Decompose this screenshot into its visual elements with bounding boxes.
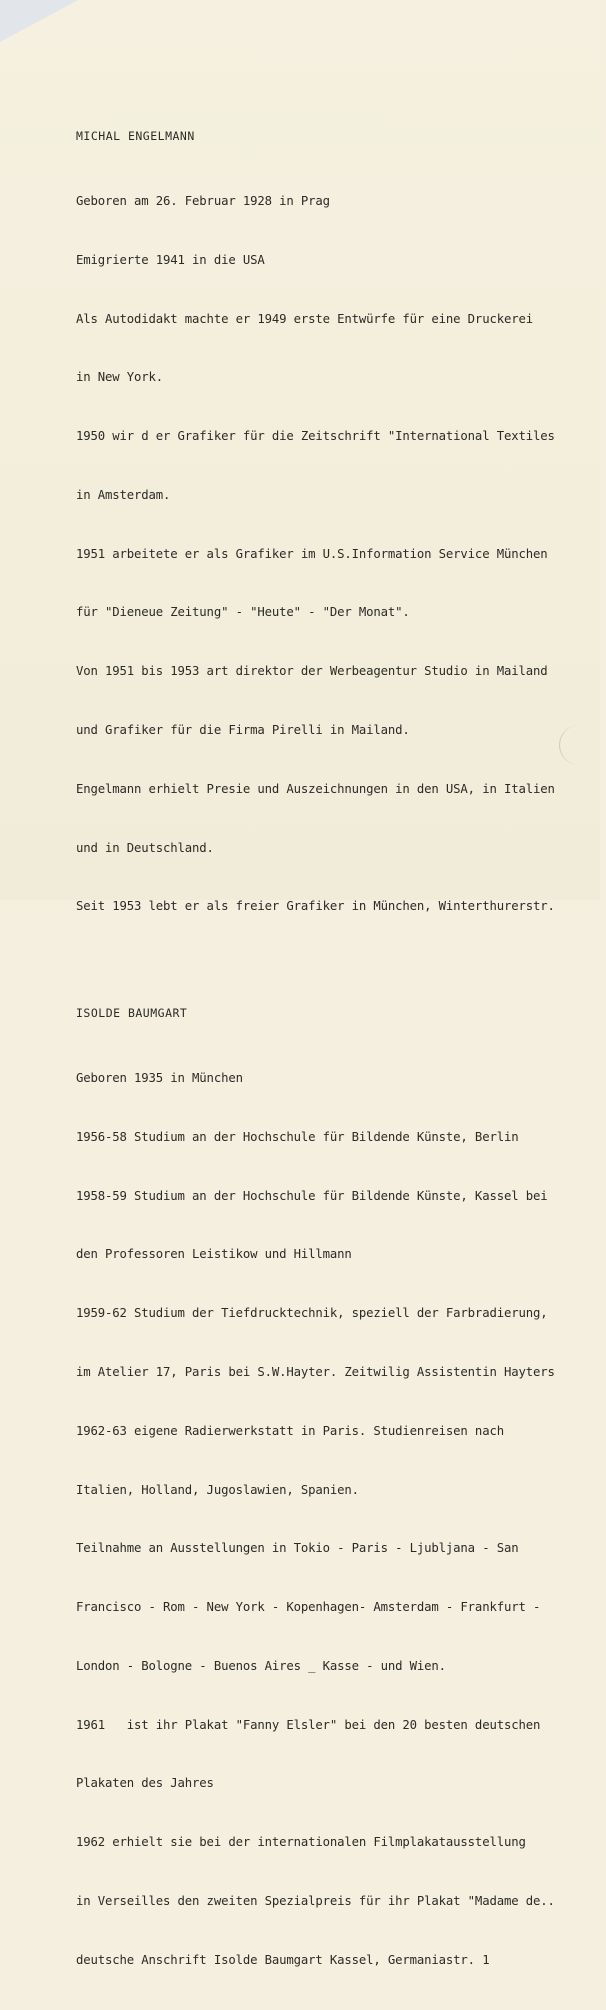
text-line: in Verseilles den zweiten Spezialpreis für ihr Plakat "Madame de.. bbox=[76, 1894, 555, 1909]
text-line: Francisco - Rom - New York - Kopenhagen- Amsterdam - Frankfurt - bbox=[76, 1600, 541, 1615]
text-line: Geboren 1935 in München bbox=[76, 1071, 243, 1086]
text-line: 1951 arbeitete er als Grafiker im U.S.Information Service München bbox=[76, 546, 548, 561]
typed-text bbox=[76, 88, 606, 2010]
text-line: und in Deutschland. bbox=[76, 840, 214, 855]
text-line: deutsche Anschrift Isolde Baumgart Kassel, Germaniastr. 1 bbox=[76, 1952, 490, 1967]
text-line: im Atelier 17, Paris bei S.W.Hayter. Zeitwilig Assistentin Hayters bbox=[76, 1365, 555, 1379]
text-line: 1950 wir d er Grafiker für die Zeitschrift "International Textiles bbox=[76, 429, 555, 444]
text-line: London - Bologne - Buenos Aires _ Kasse - und Wien. bbox=[76, 1658, 446, 1673]
pencil-mark bbox=[559, 725, 600, 765]
text-line: in New York. bbox=[76, 370, 164, 385]
text-line: in Amsterdam. bbox=[76, 487, 171, 502]
text-line: Als Autodidakt machte er 1949 erste Entwürfe für eine Druckerei bbox=[76, 311, 533, 326]
text-line: 1956-58 Studium an der Hochschule für Bildende Künste, Berlin bbox=[76, 1129, 519, 1144]
section-heading-engelmann: MICHAL ENGELMANN bbox=[76, 129, 195, 144]
text-line: für "Dieneue Zeitung" - "Heute" - "Der Monat". bbox=[76, 605, 410, 620]
text-line: Von 1951 bis 1953 art direktor der Werbeagentur Studio in Mailand bbox=[76, 664, 548, 679]
text-line: Plakaten des Jahres bbox=[76, 1776, 214, 1791]
section-gap bbox=[76, 956, 606, 965]
text-line: Geboren am 26. Februar 1928 in Prag bbox=[76, 193, 330, 208]
folded-corner bbox=[0, 0, 78, 42]
text-line: 1962-63 eigene Radierwerkstatt in Paris. Studienreisen nach bbox=[76, 1423, 504, 1438]
text-line: Italien, Holland, Jugoslawien, Spanien. bbox=[76, 1482, 359, 1497]
text-line: Teilnahme an Ausstellungen in Tokio - Paris - Ljubljana - San bbox=[76, 1541, 519, 1556]
section-heading-baumgart: ISOLDE BAUMGART bbox=[76, 1006, 188, 1021]
text-line: 1962 erhielt sie bei der internationalen Filmplakatausstellung bbox=[76, 1835, 526, 1850]
text-line: 1959-62 Studium der Tiefdrucktechnik, speziell der Farbradierung, bbox=[76, 1306, 548, 1321]
text-line: 1958-59 Studium an der Hochschule für Bildende Künste, Kassel bei bbox=[76, 1188, 548, 1203]
text-line: 1961 ist ihr Plakat "Fanny Elsler" bei den 20 besten deutschen bbox=[76, 1717, 541, 1732]
text-line: Engelmann erhielt Presie und Auszeichnungen in den USA, in Italien bbox=[76, 781, 555, 796]
text-line: und Grafiker für die Firma Pirelli in Mailand. bbox=[76, 723, 410, 737]
text-line: den Professoren Leistikow und Hillmann bbox=[76, 1247, 352, 1262]
text-line: Emigrierte 1941 in die USA bbox=[76, 252, 265, 267]
text-line: Seit 1953 lebt er als freier Grafiker in München, Winterthurerstr. bbox=[76, 899, 555, 914]
